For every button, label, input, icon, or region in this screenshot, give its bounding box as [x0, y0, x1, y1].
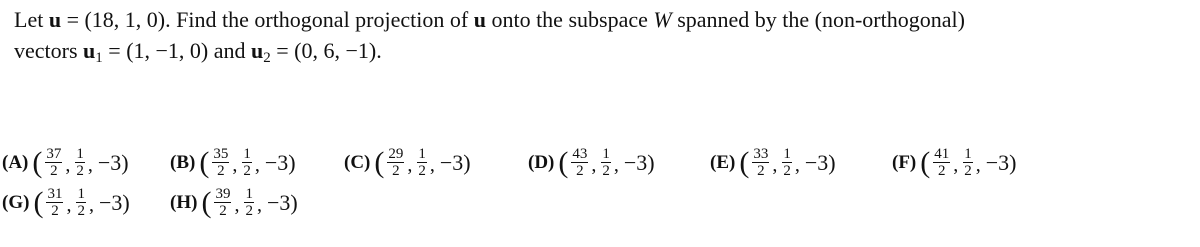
fraction	[76, 187, 86, 219]
comma: ,	[794, 154, 800, 176]
numerator: 33	[753, 146, 769, 162]
denominator: 2	[243, 163, 251, 179]
comma: ,	[975, 154, 981, 176]
fraction	[963, 147, 973, 179]
comma: ,	[429, 154, 435, 176]
numerator: 1	[418, 146, 426, 162]
choice-f[interactable]	[892, 143, 1017, 183]
fraction	[601, 147, 611, 179]
numerator: 1	[243, 146, 251, 162]
numerator: 43	[572, 146, 588, 162]
question-text-segment: spanned by the (non-orthogonal)	[671, 7, 965, 32]
fraction	[933, 147, 950, 179]
question-text	[14, 4, 1194, 66]
question-line-2	[14, 35, 1194, 66]
choice-tail: −3)	[98, 190, 130, 215]
comma: ,	[256, 194, 262, 216]
vector-u-symbol: u	[48, 7, 62, 32]
choice-letter: (A)	[2, 152, 29, 173]
fraction	[387, 147, 404, 179]
vector-u2-symbol: u	[251, 38, 264, 63]
choice-letter: (D)	[528, 152, 555, 173]
question-text-segment: onto the subspace	[485, 7, 654, 32]
choice-c[interactable]	[344, 143, 471, 183]
numerator: 35	[213, 146, 229, 162]
open-paren: (	[558, 146, 569, 179]
numerator: 31	[47, 186, 63, 202]
comma: ,	[953, 154, 959, 176]
comma: ,	[613, 154, 619, 176]
fraction	[571, 147, 588, 179]
choice-letter: (E)	[710, 152, 736, 173]
question-text-segment: vectors	[14, 38, 84, 63]
fraction	[214, 187, 231, 219]
question-text-segment: Let	[14, 7, 49, 32]
comma: ,	[234, 194, 240, 216]
choice-b[interactable]	[170, 143, 296, 183]
subspace-w-symbol: W	[653, 7, 672, 32]
fraction	[244, 187, 254, 219]
fraction	[46, 187, 63, 219]
denominator: 2	[576, 163, 584, 179]
denominator: 2	[938, 163, 946, 179]
choice-tail: −3)	[804, 150, 836, 175]
numerator: 1	[76, 146, 84, 162]
choice-e[interactable]	[710, 143, 836, 183]
comma: ,	[66, 194, 72, 216]
fraction	[782, 147, 792, 179]
fraction	[75, 147, 85, 179]
numerator: 1	[245, 186, 253, 202]
denominator: 2	[217, 163, 225, 179]
numerator: 39	[215, 186, 231, 202]
denominator: 2	[418, 163, 426, 179]
choice-g[interactable]	[2, 183, 130, 223]
numerator: 1	[602, 146, 610, 162]
subscript: 1	[95, 50, 103, 66]
choice-tail: −3)	[439, 150, 471, 175]
vector-u1-symbol: u	[83, 38, 96, 63]
numerator: 41	[934, 146, 950, 162]
numerator: 29	[388, 146, 404, 162]
choice-d[interactable]	[528, 143, 655, 183]
denominator: 2	[602, 163, 610, 179]
open-paren: (	[374, 146, 385, 179]
open-paren: (	[739, 146, 750, 179]
numerator: 1	[783, 146, 791, 162]
fraction	[417, 147, 427, 179]
choice-h[interactable]	[170, 183, 298, 223]
choice-letter: (H)	[170, 192, 198, 213]
choice-letter: (G)	[2, 192, 30, 213]
open-paren: (	[33, 186, 44, 219]
denominator: 2	[245, 203, 253, 219]
denominator: 2	[76, 163, 84, 179]
fraction	[212, 147, 229, 179]
choice-letter: (F)	[892, 152, 917, 173]
choice-tail: −3)	[266, 190, 298, 215]
denominator: 2	[964, 163, 972, 179]
comma: ,	[88, 194, 94, 216]
denominator: 2	[392, 163, 400, 179]
denominator: 2	[757, 163, 765, 179]
open-paren: (	[199, 146, 210, 179]
comma: ,	[65, 154, 71, 176]
fraction	[242, 147, 252, 179]
comma: ,	[87, 154, 93, 176]
question-text-segment: = (1, −1, 0) and	[102, 38, 252, 63]
denominator: 2	[219, 203, 227, 219]
question-line-1	[14, 4, 1194, 35]
question-text-segment: = (0, 6, −1).	[270, 38, 382, 63]
numerator: 37	[46, 146, 62, 162]
choice-tail: −3)	[985, 150, 1017, 175]
denominator: 2	[783, 163, 791, 179]
open-paren: (	[920, 146, 931, 179]
open-paren: (	[32, 146, 43, 179]
comma: ,	[232, 154, 238, 176]
numerator: 1	[77, 186, 85, 202]
vector-u-symbol: u	[473, 7, 486, 32]
denominator: 2	[51, 203, 59, 219]
fraction	[45, 147, 62, 179]
choice-letter: (B)	[170, 152, 196, 173]
denominator: 2	[50, 163, 58, 179]
question-text-segment: = (18, 1, 0). Find the orthogonal projection of	[61, 7, 474, 32]
choice-letter: (C)	[344, 152, 371, 173]
numerator: 1	[964, 146, 972, 162]
subscript: 2	[263, 50, 271, 66]
choice-tail: −3)	[264, 150, 296, 175]
choice-tail: −3)	[623, 150, 655, 175]
comma: ,	[772, 154, 778, 176]
choice-a[interactable]	[2, 143, 129, 183]
comma: ,	[591, 154, 597, 176]
comma: ,	[254, 154, 260, 176]
choice-tail: −3)	[97, 150, 129, 175]
denominator: 2	[77, 203, 85, 219]
comma: ,	[407, 154, 413, 176]
open-paren: (	[201, 186, 212, 219]
fraction	[752, 147, 769, 179]
